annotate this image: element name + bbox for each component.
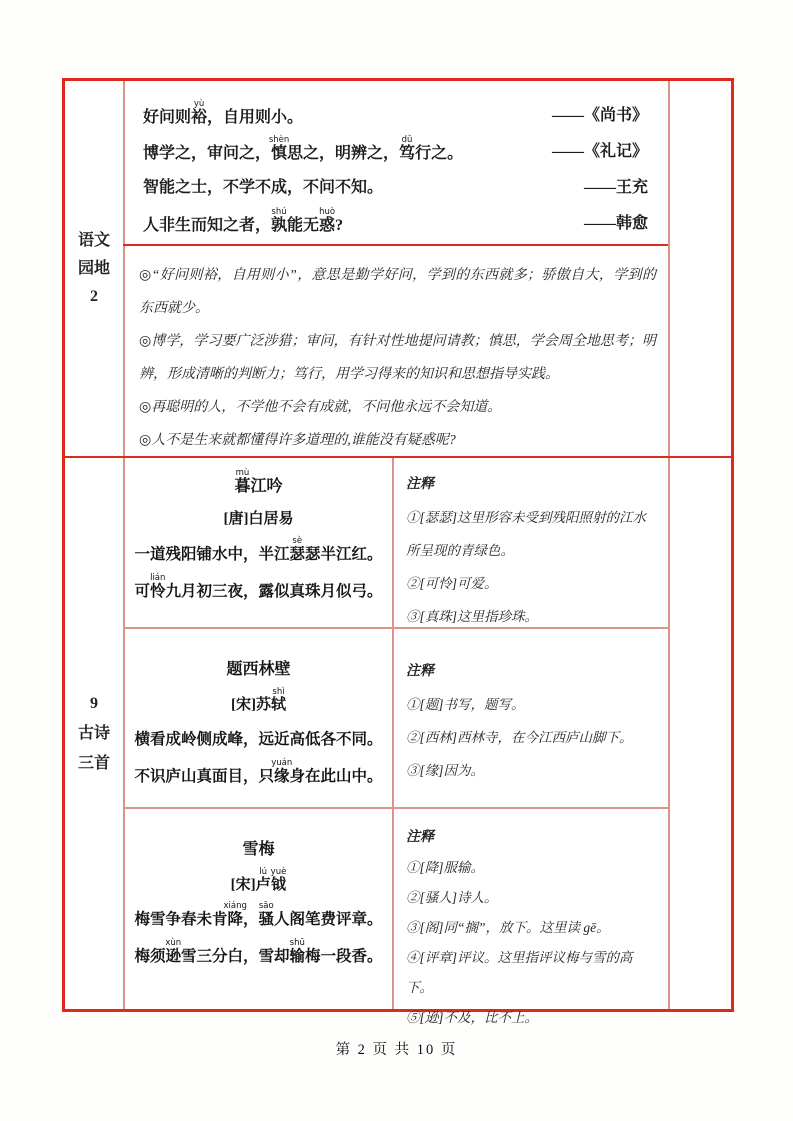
poem-verse: 一道残阳铺水中，半江瑟sè瑟半江红。 <box>134 536 383 563</box>
note-item: ③[缘]因为。 <box>406 763 485 778</box>
poem-verse: 梅雪争春未肯降xiáng，骚sāo人阁笔费评章。 <box>134 901 383 928</box>
poem-verse: 不识庐山真面目，只缘yuán身在此山中。 <box>134 758 383 785</box>
quote-text: 人非生而知之者，孰shú能无惑huò? <box>143 207 344 234</box>
quote-text: 智能之士，不学不成，不问不知。 <box>143 178 384 196</box>
quote-explanations-cell <box>125 246 668 456</box>
row-label-yuwen-yuandi-2 <box>65 81 123 457</box>
notes-title: 注释 <box>406 664 434 679</box>
poem-xuemei-notes <box>394 809 668 1025</box>
poem-verse: 横看成岭侧成峰，远近高低各不同。 <box>134 731 383 748</box>
explanation-paragraph: ◎再聪明的人，不学他不会有成就，不问他永远不会知道。 <box>139 400 502 415</box>
note-item: ①[瑟瑟]这里形容未受到残阳照射的江水所呈现的青绿色。 <box>406 510 647 558</box>
poem-author: [宋]卢lú钺yuè <box>230 867 287 893</box>
note-item: ③[阁]同“搁”，放下。这里读 gē。 <box>406 920 610 935</box>
worksheet-table <box>62 78 734 1025</box>
famous-quotes-cell <box>125 81 668 244</box>
quote-source: ——韩愈 <box>583 214 648 232</box>
explanation-paragraph: ◎人不是生来就都懂得许多道理的,谁能没有疑惑呢? <box>139 433 456 448</box>
note-item: ①[题]书写，题写。 <box>406 697 525 712</box>
right-margin-column <box>670 81 731 1009</box>
label-line: 园地 <box>77 260 110 277</box>
poem-mujiangyin-notes <box>394 458 668 627</box>
poem-author: [宋]苏轼shì <box>230 687 286 713</box>
note-item: ②[西林]西林寺，在今江西庐山脚下。 <box>406 730 633 745</box>
label-line: 三首 <box>77 754 110 772</box>
poem-author: [唐]白居易 <box>223 511 294 527</box>
quote-line <box>143 95 648 131</box>
quote-text: 博学之，审问之，慎shèn思之，明辨之，笃dǔ行之。 <box>143 135 464 162</box>
note-item: ②[可怜]可爱。 <box>406 576 498 591</box>
quote-line <box>143 131 648 167</box>
note-item: ④[评章]评议。这里指评议梅与雪的高下。 <box>406 950 633 995</box>
explanation-paragraph: ◎博学，学习要广泛涉猎；审问，有针对性地提问请教；慎思，学会周全地思考；明辨，形成清晰的判断力；笃行，用学习得来的知识和思想指导实践。 <box>139 334 656 382</box>
poem-mujiangyin <box>125 458 392 627</box>
label-line: 语文 <box>77 232 110 249</box>
note-item: ⑤[逊]不及，比不上。 <box>406 1010 539 1025</box>
label-line: 2 <box>90 288 98 305</box>
poem-title: 雪梅 <box>242 841 275 858</box>
poem-tixilinbi <box>125 629 392 807</box>
notes-title: 注释 <box>406 477 434 492</box>
row-label-9-gushi-sanshou <box>65 458 123 1009</box>
poem-title: 题西林壁 <box>226 661 291 678</box>
quote-line <box>143 203 648 239</box>
poem-verse: 可怜lián九月初三夜，露似真珠月似弓。 <box>134 573 383 600</box>
page-number: 第 2 页 共 10 页 <box>335 1042 458 1058</box>
quote-line <box>143 167 648 203</box>
quote-source: ——王充 <box>583 178 648 196</box>
quote-source: ——《尚书》 <box>551 106 648 124</box>
note-item: ②[骚人]诗人。 <box>406 890 498 905</box>
poem-tixilinbi-notes <box>394 629 668 807</box>
poem-xuemei <box>125 809 392 1009</box>
quote-text: 好问则裕yù，自用则小。 <box>143 99 304 126</box>
poem-title: 暮mù江吟 <box>234 468 283 495</box>
poem-verse: 梅须逊xùn雪三分白，雪却输shū梅一段香。 <box>134 938 383 965</box>
note-item: ①[降]服输。 <box>406 860 485 875</box>
label-line: 古诗 <box>77 724 110 742</box>
label-line: 9 <box>90 694 98 712</box>
quote-source: ——《礼记》 <box>551 142 648 160</box>
note-item: ③[真珠]这里指珍珠。 <box>406 609 539 624</box>
explanation-paragraph: ◎“好问则裕，自用则小”，意思是勤学好问，学到的东西就多；骄傲自大，学到的东西就少。 <box>139 268 656 316</box>
notes-title: 注释 <box>406 830 434 845</box>
